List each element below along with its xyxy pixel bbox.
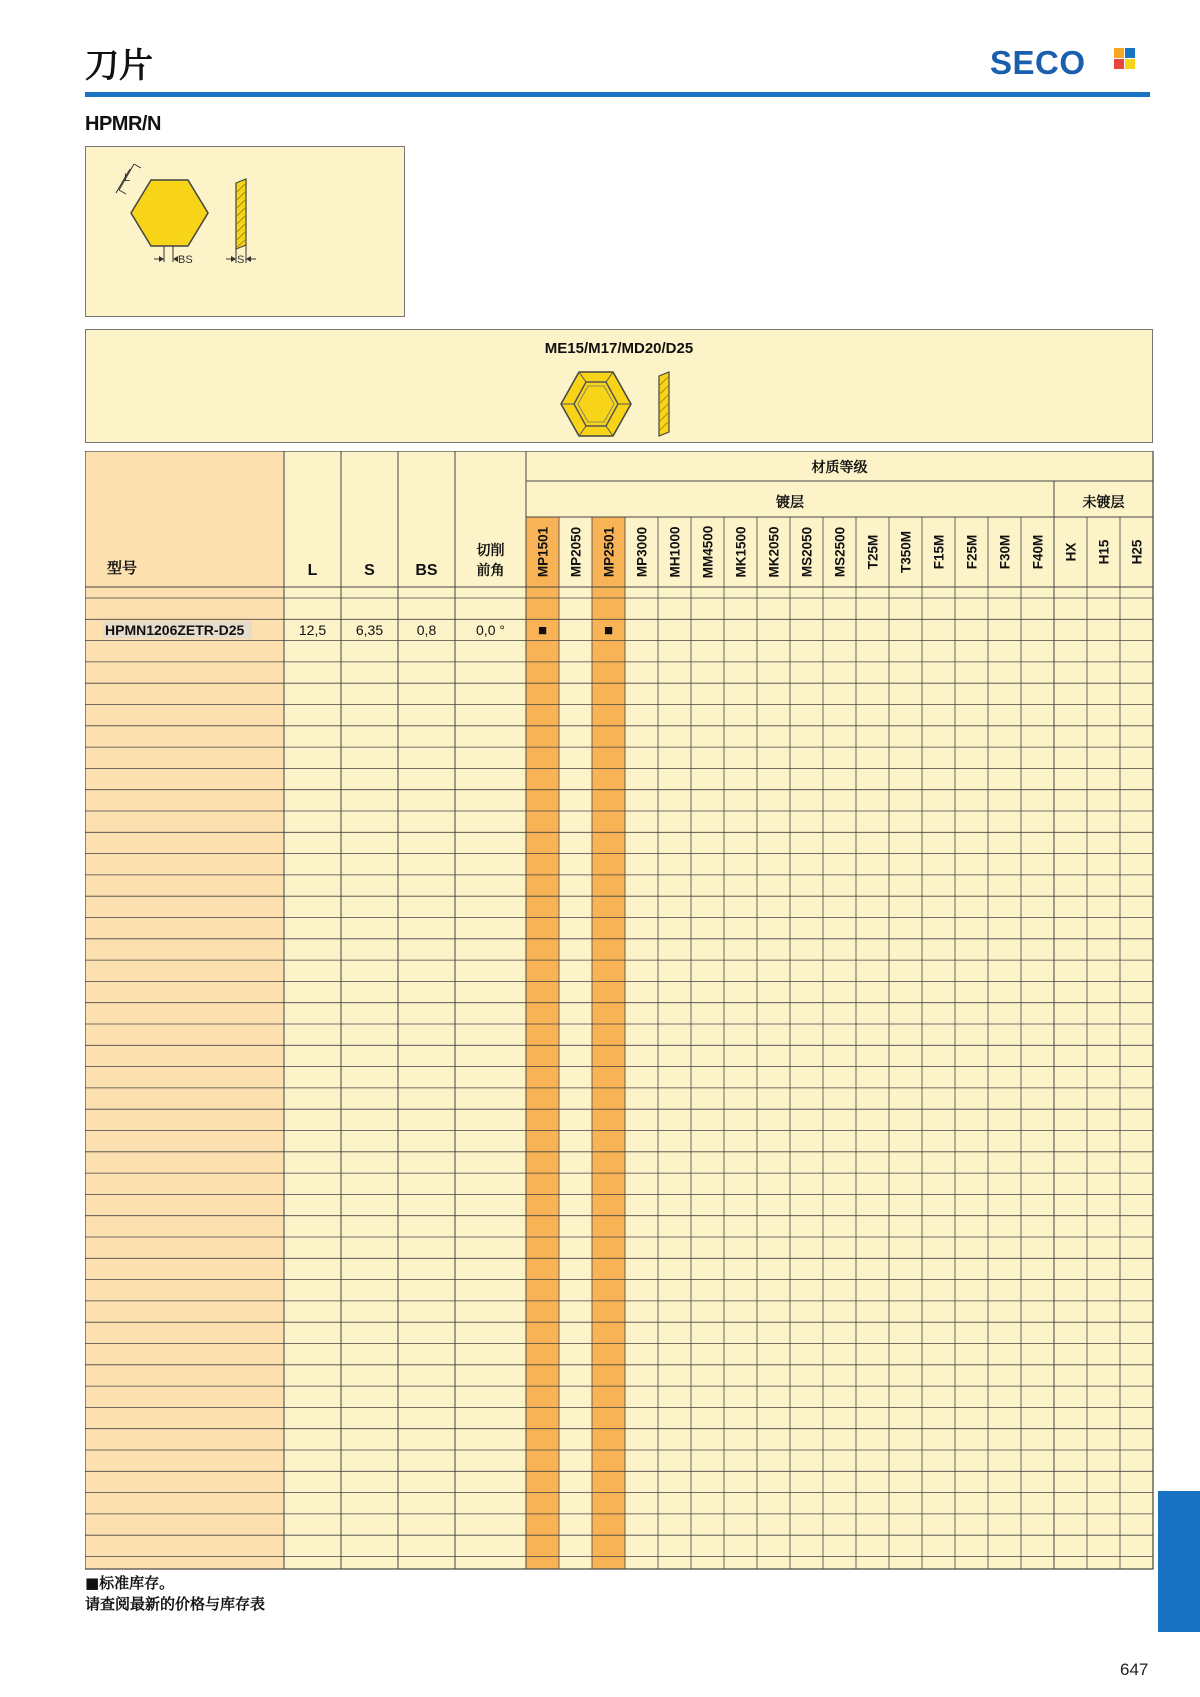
highlight-column-mp2501 <box>592 517 625 1569</box>
grade-label-f30m: F30M <box>997 534 1013 570</box>
header-material-group: 材质等级 <box>811 460 868 476</box>
header-bs: BS <box>415 562 438 579</box>
header-coated: 镀层 <box>776 495 804 511</box>
insert-side-view-icon <box>236 179 246 249</box>
stock-mark-mp2501: ■ <box>603 621 614 639</box>
logo-mark-icon <box>1114 48 1136 70</box>
grade-label-h25: H25 <box>1129 539 1145 565</box>
grade-label-mh1000: MH1000 <box>667 526 683 578</box>
grade-label-f15m: F15M <box>931 534 947 570</box>
header-uncoated: 未镀层 <box>1082 495 1125 511</box>
dim-label-l: L <box>124 172 131 184</box>
highlight-column-mp1501 <box>526 517 559 1569</box>
grade-label-t25m: T25M <box>865 534 881 570</box>
footnote <box>85 1573 265 1615</box>
header-rule <box>85 92 1150 97</box>
side-section-tab <box>1158 1491 1200 1632</box>
section-code: HPMR/N <box>85 113 161 135</box>
insert-diagram <box>85 146 405 317</box>
grade-selection-table <box>85 451 1155 1571</box>
grade-label-f40m: F40M <box>1030 534 1046 570</box>
model-column-bg <box>85 451 284 1569</box>
header-rake-line1: 切削 <box>476 543 505 559</box>
dim-label-s: S <box>237 254 245 266</box>
insert-dimension-drawing <box>86 147 404 316</box>
footnote-stock-note: ■标准库存。 <box>85 1574 175 1592</box>
dim-label-bs: BS <box>178 254 193 266</box>
variant-insert-drawing <box>556 368 706 440</box>
row-rake: 0,0 ° <box>476 621 505 638</box>
header-model: 型号 <box>107 559 138 577</box>
grade-label-mk2050: MK2050 <box>766 526 782 578</box>
seco-logo <box>990 44 1150 80</box>
header-l: L <box>307 562 318 579</box>
grade-label-hx: HX <box>1063 542 1079 562</box>
chipbreaker-variant-panel <box>85 329 1153 443</box>
grade-label-f25m: F25M <box>964 534 980 570</box>
header-rake-line2: 前角 <box>476 563 505 579</box>
grade-label-ms2050: MS2050 <box>799 526 815 578</box>
grade-label-mp3000: MP3000 <box>634 526 650 578</box>
grade-label-mk1500: MK1500 <box>733 526 749 578</box>
grade-label-mp2501: MP2501 <box>601 526 617 578</box>
row-s: 6,35 <box>355 621 384 638</box>
logo-text: SECO <box>990 44 1086 81</box>
grade-label-ms2500: MS2500 <box>832 526 848 578</box>
page-title: 刀片 <box>85 46 153 86</box>
header-s: S <box>364 562 375 579</box>
page-number: 647 <box>1120 1660 1149 1679</box>
footnote-price-note: 请查阅最新的价格与库存表 <box>85 1595 266 1613</box>
row-model: HPMN1206ZETR-D25 <box>105 621 245 638</box>
stock-mark-mp1501: ■ <box>537 621 548 639</box>
grade-label-h15: H15 <box>1096 539 1112 565</box>
grade-label-t350m: T350M <box>898 530 914 574</box>
grade-label-mp1501: MP1501 <box>535 526 551 578</box>
grade-label-mp2050: MP2050 <box>568 526 584 578</box>
row-l: 12,5 <box>298 621 327 638</box>
grade-label-mm4500: MM4500 <box>700 525 716 579</box>
row-bs: 0,8 <box>416 621 437 638</box>
variant-title: ME15/M17/MD20/D25 <box>544 340 694 357</box>
insert-hexagon-icon <box>131 180 208 246</box>
